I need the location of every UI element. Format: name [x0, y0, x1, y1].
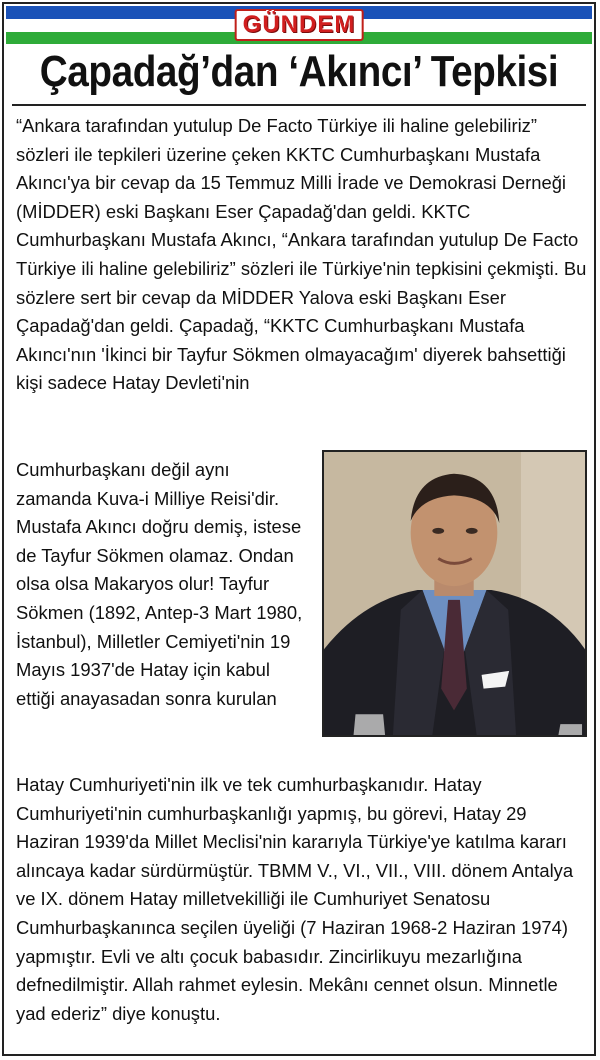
portrait-photo: [322, 450, 587, 737]
article-body-bottom: Hatay Cumhuriyeti'nin ilk ve tek cumhurbaşkanıdır. Hatay Cumhuriyeti'nin cumhurbaşkanlığı yapmış, bu görevi, Hatay 29 Haziran 1939'da Millet Meclisi'nin kararıyla Türkiye'ye katılma kararı alıncaya kadar sürdürmüştür. TBMM V., VI., VII., VIII. dönem Antalya ve IX. dönem Hatay milletvekilliği ile Cumhuriyet Senatosu Cumhurbaşkanınca seçilen üyeliği (7 Haziran 1968-2 Haziran 1974) yapmıştır. Evli ve altı çocuk babasıdır. Zincirlikuyu mezarlığına defnedilmiştir. Allah rahmet eylesin. Mekânı cennet olsun. Minnetle yad ederiz” diye konuştu.: [16, 774, 574, 1024]
article-headline: Çapadağ’dan ‘Akıncı’ Tepkisi: [39, 47, 559, 96]
newspaper-clipping: [2, 2, 596, 1056]
headline-divider: [12, 104, 586, 106]
section-label: GÜNDEM: [235, 9, 364, 41]
article-body-wrap: Cumhurbaşkanı değil aynı zamanda Kuva-i Milliye Reisi'dir. Mustafa Akıncı doğru demiş, istese de Tayfur Sökmen olamaz. Ondan olsa olsa Makaryos olur! Tayfur Sökmen (1892, Antep-3 Mart 1980, İstanbul), Milletler Cemiyeti'nin 19 Mayıs 1937'de Hatay için kabul ettiği anayasadan sonra kurulan: [16, 459, 303, 709]
portrait-illustration: [324, 452, 585, 735]
section-banner: [6, 6, 592, 44]
article-body-top: “Ankara tarafından yutulup De Facto Türkiye ili haline gelebiliriz” sözleri ile tepkileri üzerine çeken KKTC Cumhurbaşkanı Mustafa Akıncı'ya bir cevap da 15 Temmuz Milli İrade ve Demokrasi Derneği (MİDDER) eski Başkanı Eser Çapadağ'dan geldi. KKTC Cumhurbaşkanı Mustafa Akıncı, “Ankara tarafından yutulup De Facto Türkiye ili haline gelebiliriz” sözleri ile Türkiye'nin tepkisini çekmişti. Bu sözlere sert bir cevap da MİDDER Yalova eski Başkanı Eser Çapadağ'dan geldi. Çapadağ, “KKTC Cumhurbaşkanı Mustafa Akıncı'nın 'İkinci bir Tayfur Sökmen olmayacağım' diyerek bahsettiği kişi sadece Hatay Devleti'nin: [16, 115, 587, 394]
